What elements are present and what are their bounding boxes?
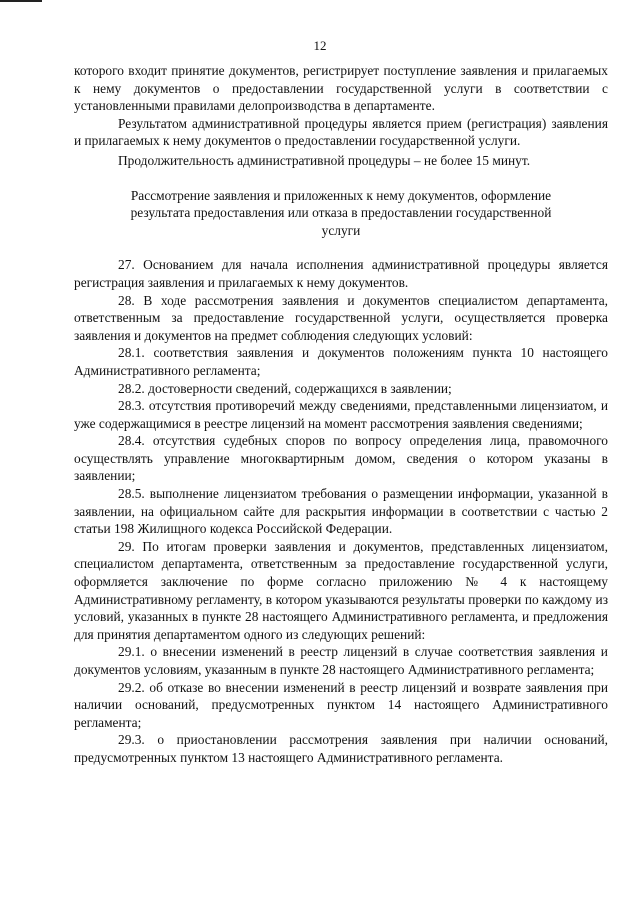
paragraph-28-1 [74,344,608,379]
paragraph-number: 29.3. [118,732,145,748]
paragraph-number: 28.4. [118,433,145,449]
paragraph-28 [74,292,608,345]
paragraph-text: выполнение лицензиатом требования о размещении информации, указанной в заявлении, на официальном сайте для раскрытия информации в соответствии с частью 2 статьи 198 Жилищного кодекса Российской Федерации. [74,486,608,537]
paragraph-number: 29. [118,538,135,554]
paragraph-number: 27. [118,257,135,273]
paragraph-29-2 [74,679,608,732]
paragraph-29-1 [74,643,608,678]
paragraph-28-4 [74,432,608,485]
paragraph-number: 28.1. [118,345,145,361]
paragraph-number: 28.3. [118,398,145,414]
paragraph-number: 28. [118,292,135,308]
paragraph-text: достоверности сведений, содержащихся в заявлении; [148,380,452,396]
paragraph-number: 28.5. [118,486,145,502]
paragraph-29-3 [74,731,608,766]
paragraph-number: 29.2. [118,679,145,695]
paragraph-29 [74,538,608,644]
paragraph-number: 28.2. [118,380,145,396]
paragraph-27 [74,256,608,291]
intro-paragraph: которого входит принятие документов, регистрирует поступление заявления и прилагаемых к нему документов о предоставлении государственной услуги в соответствии с установленными правилами делопроизводства в департаменте. [74,63,608,114]
paragraph-text: соответствия заявления и документов положениям пункта 10 настоящего Административного регламента; [74,345,608,378]
paragraph-text: о внесении изменений в реестр лицензий в случае соответствия заявления и документов условиям, указанным в пункте 28 настоящего Административного регламента; [74,644,608,677]
paragraph-text: Основанием для начала исполнения административной процедуры является регистрация заявления и прилагаемых к нему документов. [74,257,608,290]
paragraph-number: 29.1. [118,644,145,660]
document-body [74,62,608,767]
paragraph-text: о приостановлении рассмотрения заявления при наличии оснований, предусмотренных пунктом 13 настоящего Административного регламента. [74,732,608,765]
paragraph-text: отсутствия противоречий между сведениями, представленными лицензиатом, и уже содержащимися в реестре лицензий на момент рассмотрения заявления сведениями; [74,398,608,431]
paragraph-text: По итогам проверки заявления и документов, представленных лицензиатом, специалистом департамента, ответственным за предоставление государственной услуги, оформляется заключение по форме согласно приложению № 4 к настоящему Административному регламенту, в котором указываются результаты проверки по каждому из условий, указанных в пункте 28 настоящего Административного регламента, и предложения для принятия департаментом одного из следующих решений: [74,538,608,642]
page-corner-mark [0,0,42,2]
paragraph-text: об отказе во внесении изменений в реестр лицензий и возврате заявления при наличии оснований, предусмотренных пунктом 14 настоящего Административного регламента; [74,679,608,730]
section-heading: Рассмотрение заявления и приложенных к нему документов, оформление результата предоставления или отказа в предоставлении государственной услуги [130,187,552,238]
paragraph-28-3 [74,397,608,432]
page-number: 12 [313,38,327,53]
paragraph-text: В ходе рассмотрения заявления и документов специалистом департамента, ответственным за предоставление государственной услуги, осуществляется проверка заявления и документов на предмет соблюдения следующих условий: [74,292,609,343]
paragraph-28-5 [74,485,608,538]
duration-paragraph: Продолжительность административной процедуры – не более 15 минут. [118,152,531,168]
paragraph-text: отсутствия судебных споров по вопросу определения лица, правомочного осуществлять управление многоквартирным домом, сведения о котором указаны в заявлении; [74,433,608,484]
result-paragraph: Результатом административной процедуры является прием (регистрация) заявления и прилагаемых к нему документов о предоставлении государственной услуги. [74,115,608,149]
paragraph-28-2 [74,380,608,398]
